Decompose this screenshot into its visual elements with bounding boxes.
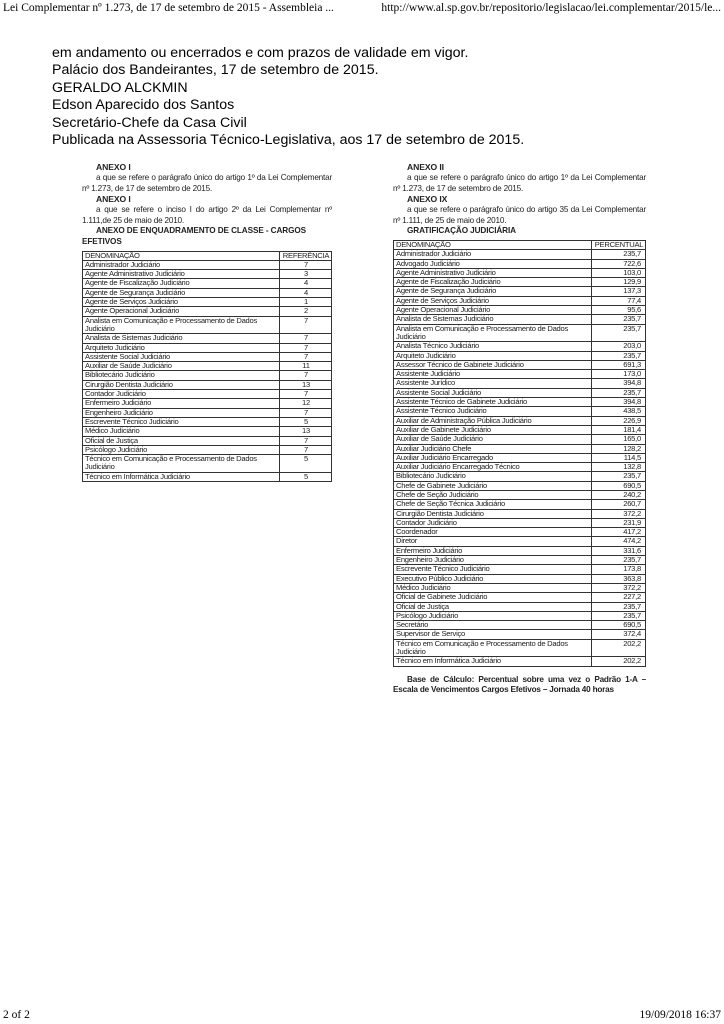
cell-value: 474,2 <box>592 537 646 546</box>
cell-value: 235,7 <box>592 324 646 342</box>
cell-denominacao: Agente Administrativo Judiciário <box>394 268 592 277</box>
table-row <box>394 250 646 259</box>
gratificacao-table <box>393 240 646 667</box>
cell-denominacao: Administrador Judiciário <box>83 260 280 269</box>
cell-denominacao: Escrevente Técnico Judiciário <box>394 565 592 574</box>
intro-text-block <box>52 45 712 149</box>
cell-value: 7 <box>280 260 332 269</box>
cell-value: 7 <box>280 316 332 334</box>
cell-denominacao: Oficial de Gabinete Judiciário <box>394 593 592 602</box>
cell-denominacao: Analista de Sistemas Judiciário <box>394 315 592 324</box>
cell-denominacao: Contador Judiciário <box>83 390 280 399</box>
cell-value: 235,7 <box>592 315 646 324</box>
cell-denominacao: Engenheiro Judiciário <box>394 556 592 565</box>
cell-value: 165,0 <box>592 435 646 444</box>
cell-value: 240,2 <box>592 490 646 499</box>
table-row <box>394 324 646 342</box>
annex-title: ANEXO II <box>407 162 444 172</box>
column-header-denominacao: DENOMINAÇÃO <box>83 251 280 260</box>
cell-denominacao: Agente de Fiscalização Judiciário <box>83 279 280 288</box>
annex-ii-column <box>393 162 646 696</box>
table-row <box>394 611 646 620</box>
cell-value: 231,9 <box>592 518 646 527</box>
cell-value: 691,3 <box>592 360 646 369</box>
table-row <box>83 279 332 288</box>
cell-denominacao: Técnico em Informática Judiciário <box>83 472 280 481</box>
cell-denominacao: Auxiliar de Saúde Judiciário <box>394 435 592 444</box>
cell-value: 235,7 <box>592 556 646 565</box>
cell-value: 235,7 <box>592 388 646 397</box>
cell-denominacao: Advogado Judiciário <box>394 259 592 268</box>
cell-value: 722,6 <box>592 259 646 268</box>
cell-denominacao: Diretor <box>394 537 592 546</box>
cell-denominacao: Assistente Jurídico <box>394 379 592 388</box>
cell-denominacao: Engenheiro Judiciário <box>83 408 280 417</box>
table-row <box>394 416 646 425</box>
cell-value: 7 <box>280 352 332 361</box>
cell-denominacao: Administrador Judiciário <box>394 250 592 259</box>
cell-denominacao: Arquiteto Judiciário <box>394 351 592 360</box>
cell-value: 226,9 <box>592 416 646 425</box>
cell-value: 372,2 <box>592 509 646 518</box>
table-row <box>394 444 646 453</box>
cell-value: 331,6 <box>592 546 646 555</box>
cell-value: 5 <box>280 472 332 481</box>
cell-denominacao: Agente de Segurança Judiciário <box>83 288 280 297</box>
cell-value: 235,7 <box>592 351 646 360</box>
cell-denominacao: Técnico em Informática Judiciário <box>394 657 592 666</box>
cell-value: 7 <box>280 343 332 352</box>
cell-value: 4 <box>280 279 332 288</box>
table-row <box>394 287 646 296</box>
cell-denominacao: Assessor Técnico de Gabinete Judiciário <box>394 360 592 369</box>
page-counter: 2 of 2 <box>3 1009 30 1021</box>
cell-denominacao: Psicólogo Judiciário <box>83 445 280 454</box>
cell-denominacao: Coordenador <box>394 528 592 537</box>
cell-denominacao: Assistente Técnico de Gabinete Judiciário <box>394 398 592 407</box>
table-row <box>83 399 332 408</box>
table-row <box>394 407 646 416</box>
cell-denominacao: Chefe de Seção Técnica Judiciário <box>394 500 592 509</box>
table-row <box>83 408 332 417</box>
cell-denominacao: Executivo Público Judiciário <box>394 574 592 583</box>
table-row <box>394 528 646 537</box>
table-row <box>83 307 332 316</box>
cell-denominacao: Analista Técnico Judiciário <box>394 342 592 351</box>
cell-denominacao: Contador Judiciário <box>394 518 592 527</box>
cell-denominacao: Agente de Fiscalização Judiciário <box>394 278 592 287</box>
intro-line-3: GERALDO ALCKMIN <box>52 79 188 96</box>
cell-denominacao: Cirurgião Dentista Judiciário <box>394 509 592 518</box>
table-row <box>83 343 332 352</box>
annex-description <box>82 173 332 194</box>
table-row <box>83 371 332 380</box>
table-row <box>394 630 646 639</box>
cell-denominacao: Supervisor de Serviço <box>394 630 592 639</box>
browser-page-url: http://www.al.sp.gov.br/repositorio/legislacao/lei.complementar/2015/le... <box>381 2 721 14</box>
cell-value: 11 <box>280 362 332 371</box>
table-row <box>394 593 646 602</box>
table-row <box>394 435 646 444</box>
table-row <box>394 639 646 657</box>
table-row <box>83 455 332 473</box>
cell-denominacao: Auxiliar de Gabinete Judiciário <box>394 425 592 434</box>
table-row <box>394 315 646 324</box>
cell-denominacao: Agente de Segurança Judiciário <box>394 287 592 296</box>
cell-value: 2 <box>280 307 332 316</box>
cell-denominacao: Secretário <box>394 621 592 630</box>
annex-caption-text: GRATIFICAÇÃO JUDICIÁRIA <box>407 226 516 236</box>
cell-value: 128,2 <box>592 444 646 453</box>
table-row <box>394 342 646 351</box>
column-header-percentual: PERCENTUAL <box>592 240 646 249</box>
cell-value: 227,2 <box>592 593 646 602</box>
cell-value: 4 <box>280 288 332 297</box>
cell-value: 129,9 <box>592 278 646 287</box>
annex-i-column <box>82 162 332 482</box>
cell-denominacao: Arquiteto Judiciário <box>83 343 280 352</box>
annex-description-text: a que se refere o parágrafo único do artigo 35 da Lei Complementar nº 1.111, de 25 de maio de 2010. <box>393 205 646 225</box>
table-body <box>83 260 332 481</box>
cell-value: 103,0 <box>592 268 646 277</box>
print-datetime: 19/09/2018 16:37 <box>639 1009 721 1021</box>
cell-value: 235,7 <box>592 250 646 259</box>
table-header-row <box>83 251 332 260</box>
calculation-base-note-text: Base de Cálculo: Percentual sobre uma vez o Padrão 1-A – Escala de Vencimentos Cargos Efetivos – Jornada 40 horas <box>393 674 646 695</box>
annex-description-text: a que se refere o parágrafo único do artigo 1º da Lei Complementar nº 1.273, de 17 de setembro de 2015. <box>82 173 332 193</box>
cell-denominacao: Auxiliar Judiciário Encarregado Técnico <box>394 463 592 472</box>
annex-description <box>82 205 332 226</box>
cell-value: 235,7 <box>592 602 646 611</box>
cell-denominacao: Oficial de Justiça <box>83 436 280 445</box>
cell-denominacao: Assistente Judiciário <box>394 370 592 379</box>
cell-value: 1 <box>280 298 332 307</box>
cell-value: 417,2 <box>592 528 646 537</box>
cell-denominacao: Analista de Sistemas Judiciário <box>83 334 280 343</box>
column-header-referencia: REFERÊNCIA <box>280 251 332 260</box>
cell-value: 3 <box>280 270 332 279</box>
cell-value: 394,8 <box>592 379 646 388</box>
cell-denominacao: Psicólogo Judiciário <box>394 611 592 620</box>
cell-value: 13 <box>280 380 332 389</box>
cell-value: 7 <box>280 390 332 399</box>
cell-value: 363,8 <box>592 574 646 583</box>
annex-description-text: a que se refere o inciso I do artigo 2º da Lei Complementar nº 1.111,de 25 de maio de 2010. <box>82 205 332 225</box>
cell-denominacao: Oficial de Justiça <box>394 602 592 611</box>
cell-value: 372,2 <box>592 583 646 592</box>
cell-value: 690,5 <box>592 621 646 630</box>
cell-value: 235,7 <box>592 472 646 481</box>
table-row <box>83 334 332 343</box>
cell-value: 77,4 <box>592 296 646 305</box>
annex-caption <box>393 226 646 237</box>
cell-denominacao: Técnico em Comunicação e Processamento de Dados Judiciário <box>394 639 592 657</box>
table-row <box>394 537 646 546</box>
cell-value: 137,3 <box>592 287 646 296</box>
annex-title: ANEXO I <box>96 194 131 205</box>
table-row <box>83 436 332 445</box>
cell-denominacao: Assistente Técnico Judiciário <box>394 407 592 416</box>
cell-value: 12 <box>280 399 332 408</box>
cell-value: 202,2 <box>592 657 646 666</box>
cell-value: 132,8 <box>592 463 646 472</box>
cell-value: 7 <box>280 371 332 380</box>
cell-denominacao: Técnico em Comunicação e Processamento de Dados Judiciário <box>83 455 280 473</box>
intro-line-1: em andamento ou encerrados e com prazos de validade em vigor. <box>52 45 469 61</box>
cell-denominacao: Médico Judiciário <box>394 583 592 592</box>
intro-line-2: Palácio dos Bandeirantes, 17 de setembro de 2015. <box>52 62 379 79</box>
cell-value: 438,5 <box>592 407 646 416</box>
table-row <box>394 351 646 360</box>
cell-denominacao: Analista em Comunicação e Processamento de Dados Judiciário <box>83 316 280 334</box>
table-row <box>394 657 646 666</box>
table-row <box>394 500 646 509</box>
table-row <box>394 565 646 574</box>
cell-value: 7 <box>280 436 332 445</box>
cell-value: 95,6 <box>592 306 646 315</box>
annex-description <box>393 205 646 226</box>
cell-denominacao: Chefe de Seção Judiciário <box>394 490 592 499</box>
cell-value: 114,5 <box>592 453 646 462</box>
cell-denominacao: Auxiliar de Administração Pública Judiciário <box>394 416 592 425</box>
cell-value: 372,4 <box>592 630 646 639</box>
cell-value: 690,5 <box>592 481 646 490</box>
table-row <box>394 472 646 481</box>
cell-value: 7 <box>280 445 332 454</box>
cell-denominacao: Chefe de Gabinete Judiciário <box>394 481 592 490</box>
cell-denominacao: Agente Administrativo Judiciário <box>83 270 280 279</box>
cell-value: 7 <box>280 334 332 343</box>
cell-value: 181,4 <box>592 425 646 434</box>
cell-value: 260,7 <box>592 500 646 509</box>
cell-value: 5 <box>280 417 332 426</box>
cell-denominacao: Enfermeiro Judiciário <box>83 399 280 408</box>
cell-denominacao: Bibliotecário Judiciário <box>83 371 280 380</box>
intro-line-4: Edson Aparecido dos Santos <box>52 97 235 114</box>
annex-description-text: a que se refere o parágrafo único do artigo 1º da Lei Complementar nº 1.273, de 17 de setembro de 2015. <box>393 173 646 193</box>
cell-value: 394,8 <box>592 398 646 407</box>
cell-denominacao: Escrevente Técnico Judiciário <box>83 417 280 426</box>
cell-denominacao: Agente de Serviços Judiciário <box>394 296 592 305</box>
annex-title: ANEXO IX <box>407 194 448 205</box>
table-row <box>394 379 646 388</box>
cell-denominacao: Analista em Comunicação e Processamento de Dados Judiciário <box>394 324 592 342</box>
intro-line-6: Publicada na Assessoria Técnico-Legislativa, aos 17 de setembro de 2015. <box>52 132 525 149</box>
cell-denominacao: Auxiliar Judiciário Encarregado <box>394 453 592 462</box>
annex-description <box>393 173 646 194</box>
cell-value: 203,0 <box>592 342 646 351</box>
cell-denominacao: Médico Judiciário <box>83 427 280 436</box>
table-row <box>83 316 332 334</box>
column-header-denominacao: DENOMINAÇÃO <box>394 240 592 249</box>
annex-caption-text: ANEXO DE ENQUADRAMENTO DE CLASSE - CARGOS EFETIVOS <box>82 226 307 246</box>
table-row <box>394 259 646 268</box>
table-row <box>83 427 332 436</box>
annex-title: ANEXO I <box>96 162 131 172</box>
table-row <box>83 472 332 481</box>
cell-denominacao: Assistente Social Judiciário <box>394 388 592 397</box>
cell-denominacao: Cirurgião Dentista Judiciário <box>83 380 280 389</box>
intro-line-5: Secretário-Chefe da Casa Civil <box>52 114 247 131</box>
cell-value: 13 <box>280 427 332 436</box>
calculation-base-note <box>393 675 646 697</box>
table-body <box>394 250 646 666</box>
enquadramento-table <box>82 251 332 482</box>
table-row <box>394 602 646 611</box>
cell-value: 202,2 <box>592 639 646 657</box>
cell-denominacao: Agente de Serviços Judiciário <box>83 298 280 307</box>
cell-value: 7 <box>280 408 332 417</box>
cell-denominacao: Agente Operacional Judiciário <box>394 306 592 315</box>
cell-value: 5 <box>280 455 332 473</box>
annex-caption <box>82 226 332 247</box>
cell-value: 173,8 <box>592 565 646 574</box>
cell-denominacao: Bibliotecário Judiciário <box>394 472 592 481</box>
table-row <box>394 509 646 518</box>
cell-value: 173,0 <box>592 370 646 379</box>
cell-value: 235,7 <box>592 611 646 620</box>
cell-denominacao: Agente Operacional Judiciário <box>83 307 280 316</box>
cell-denominacao: Auxiliar de Saúde Judiciário <box>83 362 280 371</box>
cell-denominacao: Assistente Social Judiciário <box>83 352 280 361</box>
browser-page-title: Lei Complementar nº 1.273, de 17 de setembro de 2015 - Assembleia ... <box>3 2 334 14</box>
cell-denominacao: Enfermeiro Judiciário <box>394 546 592 555</box>
cell-denominacao: Auxiliar Judiciário Chefe <box>394 444 592 453</box>
